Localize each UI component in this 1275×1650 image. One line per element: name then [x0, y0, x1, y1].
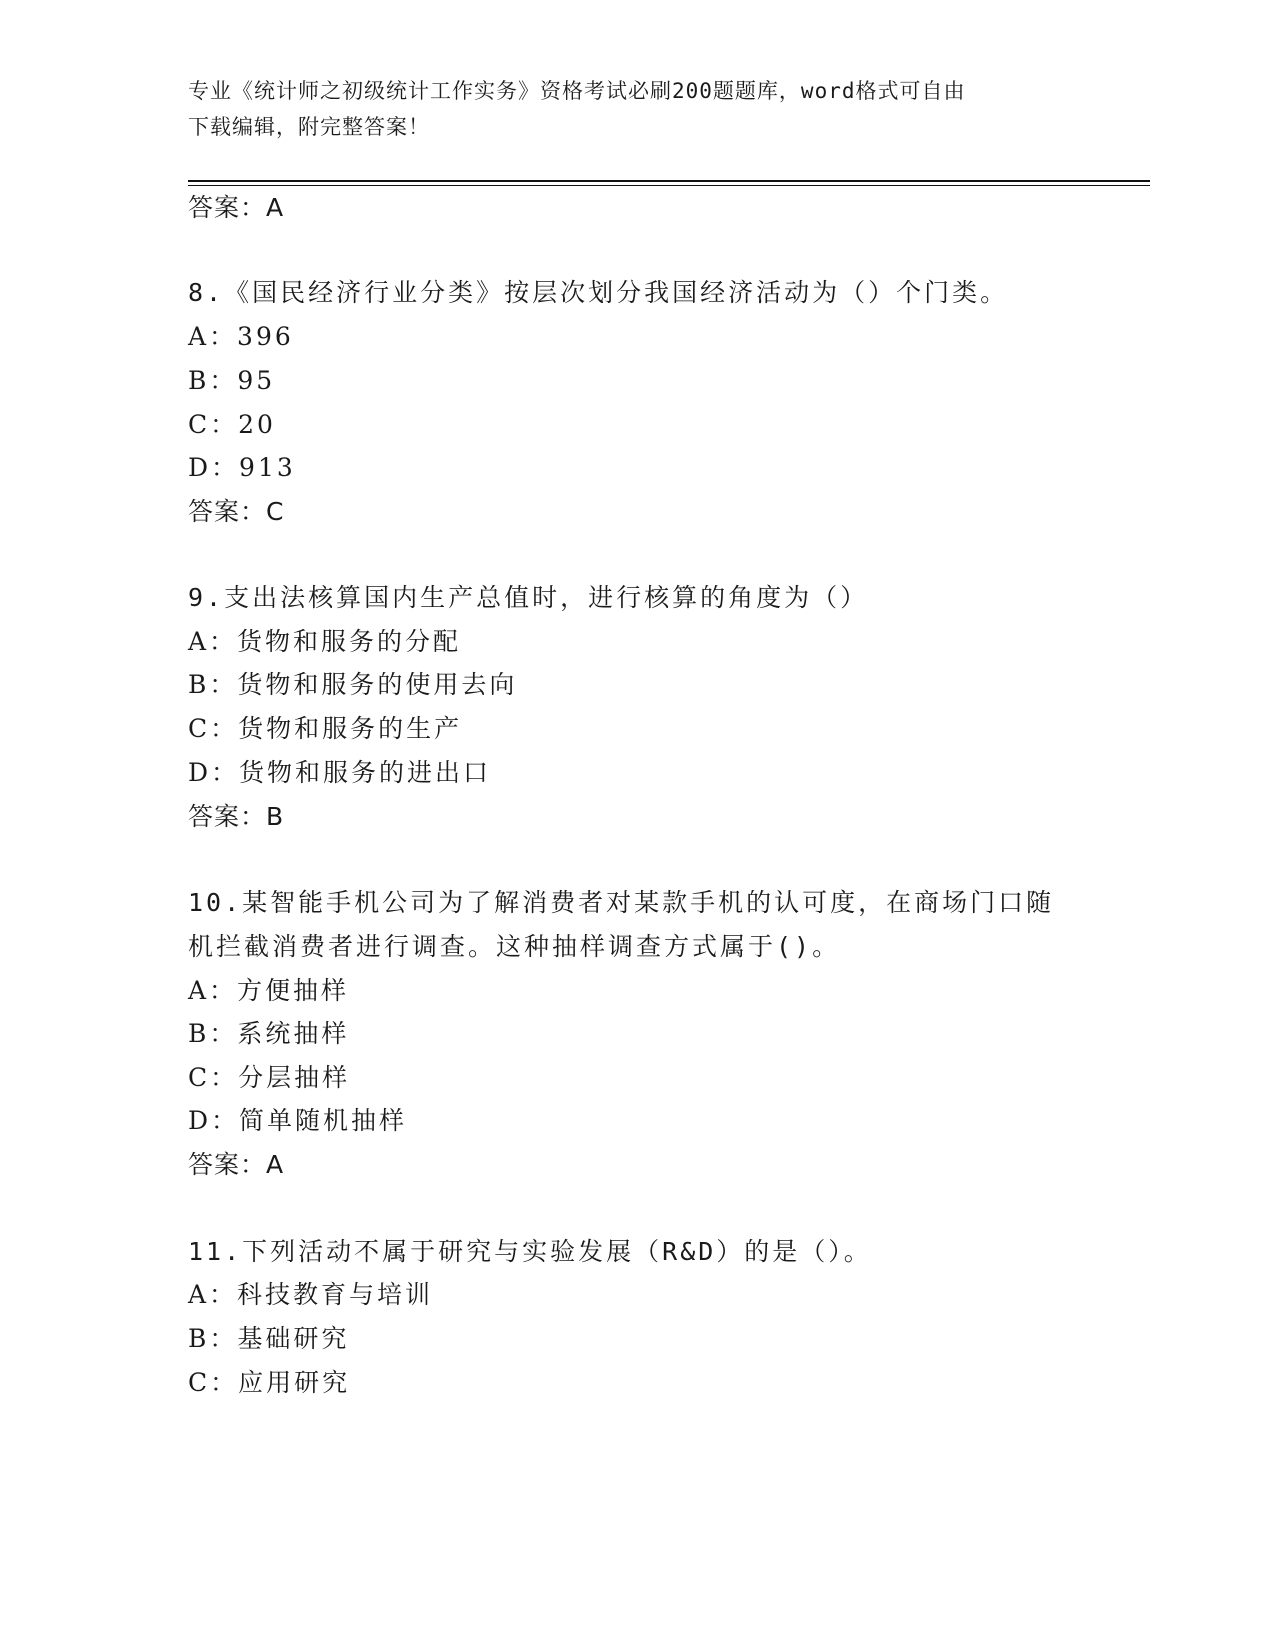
- question-stem-9: 9.支出法核算国内生产总值时，进行核算的角度为（）: [188, 583, 869, 612]
- header-divider-thick: [188, 180, 1150, 182]
- option-10c: C：分层抽样: [188, 1063, 351, 1092]
- answer-10: 答案：A: [188, 1150, 285, 1179]
- option-11b: B：基础研究: [188, 1324, 350, 1353]
- document-header: [188, 73, 1068, 145]
- option-9b: B：货物和服务的使用去向: [188, 670, 518, 699]
- header-line-1: 专业《统计师之初级统计工作实务》资格考试必刷200题题库，word格式可自由: [188, 79, 966, 103]
- option-10a: A：方便抽样: [188, 976, 350, 1005]
- option-9a: A：货物和服务的分配: [188, 627, 462, 656]
- option-8c: C：20: [188, 410, 276, 439]
- option-10d: D：简单随机抽样: [188, 1106, 408, 1135]
- option-11a: A：科技教育与培训: [188, 1280, 434, 1309]
- option-8d: D：913: [188, 453, 296, 482]
- option-10b: B：系统抽样: [188, 1019, 350, 1048]
- question-stem-10-line-1: 10.某智能手机公司为了解消费者对某款手机的认可度，在商场门口随: [188, 888, 1055, 917]
- answer-8: 答案：C: [188, 497, 285, 526]
- option-8a: A：396: [188, 322, 294, 351]
- question-stem-10-line-2: 机拦截消费者进行调查。这种抽样调查方式属于()。: [188, 932, 841, 961]
- header-line-2: 下载编辑，附完整答案！: [188, 115, 430, 139]
- question-stem-11: 11.下列活动不属于研究与实验发展（R&D）的是（）。: [188, 1237, 872, 1266]
- option-8b: B：95: [188, 366, 276, 395]
- answer-line: 答案：A: [188, 193, 285, 222]
- option-11c: C：应用研究: [188, 1368, 351, 1397]
- question-stem-8: 8.《国民经济行业分类》按层次划分我国经济活动为（）个门类。: [188, 278, 1009, 307]
- header-divider-thin: [188, 185, 1150, 186]
- answer-9: 答案：B: [188, 802, 285, 831]
- option-9d: D：货物和服务的进出口: [188, 758, 492, 787]
- option-9c: C：货物和服务的生产: [188, 714, 463, 743]
